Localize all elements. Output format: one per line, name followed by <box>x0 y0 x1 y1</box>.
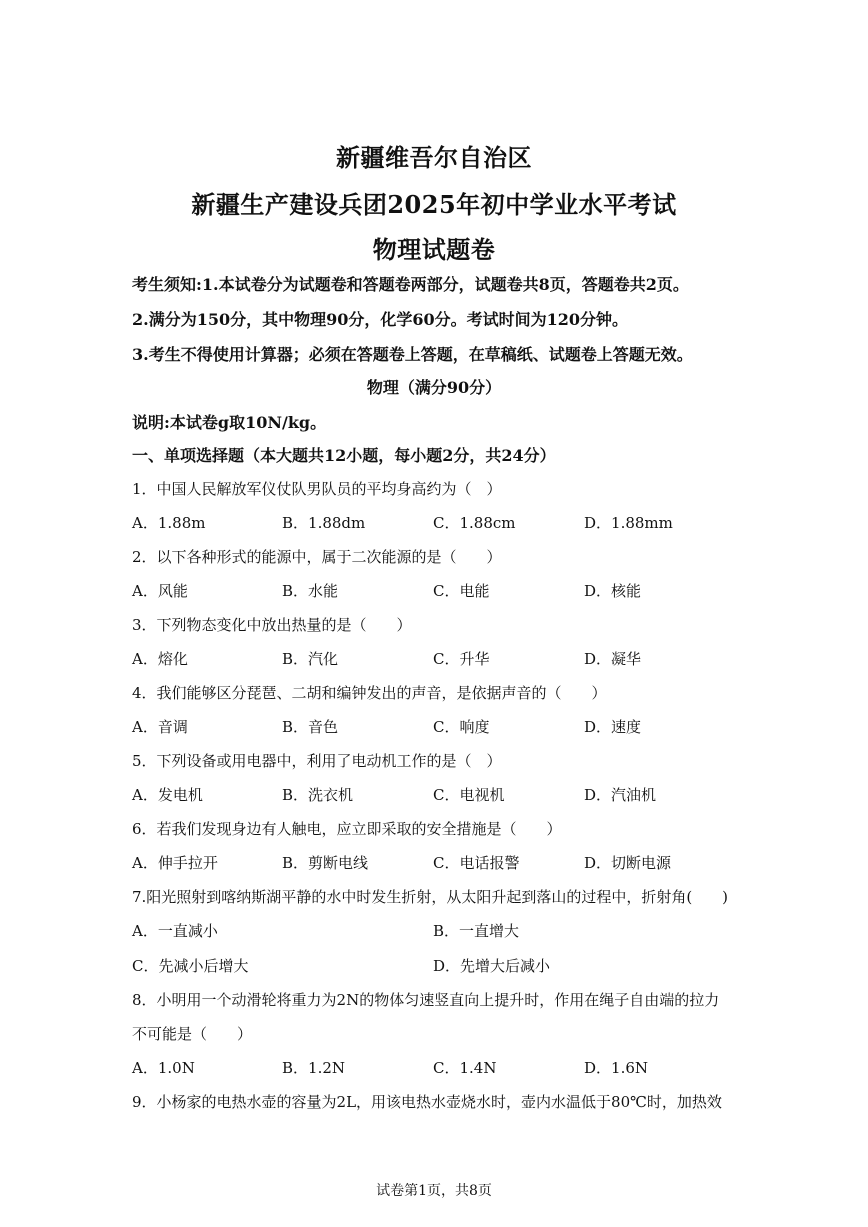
option-a: A．音调 <box>132 718 188 736</box>
option-d: D．核能 <box>584 582 642 600</box>
option-a: A．熔化 <box>132 650 188 668</box>
question-9-stem: 9．小杨家的电热水壶的容量为2L，用该电热水壶烧水时，壶内水温低于80℃时，加热效 <box>132 1093 722 1111</box>
option-d: D．汽油机 <box>584 786 657 804</box>
question-5-stem: 5．下列设备或用电器中，利用了电动机工作的是（ ） <box>132 752 502 770</box>
option-a: A．伸手拉开 <box>132 854 218 872</box>
option-d: D．切断电源 <box>584 854 672 872</box>
question-2-stem: 2．以下各种形式的能源中，属于二次能源的是（ ） <box>132 548 502 566</box>
option-c: C．1.4N <box>433 1059 497 1077</box>
question-8-options <box>132 1057 752 1079</box>
option-a: A．发电机 <box>132 786 203 804</box>
option-a: A．1.88m <box>132 514 206 532</box>
option-b: B．洗衣机 <box>282 786 354 804</box>
option-b: B．1.88dm <box>282 514 366 532</box>
question-7-options-row-1 <box>132 920 752 942</box>
option-b: B．剪断电线 <box>282 854 369 872</box>
option-a: A．1.0N <box>132 1059 195 1077</box>
notice-line-3: 3.考生不得使用计算器；必须在答题卷上答题，在草稿纸、试题卷上答题无效。 <box>132 345 693 364</box>
page-footer: 试卷第1页，共8页 <box>376 1183 492 1199</box>
option-b: B．1.2N <box>282 1059 346 1077</box>
option-c: C．电能 <box>433 582 490 600</box>
option-b: B．水能 <box>282 582 339 600</box>
question-3-options <box>132 648 752 670</box>
option-d: D．凝华 <box>584 650 642 668</box>
section-heading: 一、单项选择题（本大题共12小题，每小题2分，共24分） <box>132 446 556 465</box>
option-b: B．汽化 <box>282 650 339 668</box>
option-c: C．先减小后增大 <box>132 957 249 975</box>
question-4-stem: 4．我们能够区分琵琶、二胡和编钟发出的声音，是依据声音的（ ） <box>132 684 607 702</box>
question-1-stem: 1．中国人民解放军仪仗队男队员的平均身高约为（ ） <box>132 480 502 498</box>
option-a: A．风能 <box>132 582 188 600</box>
title-region: 新疆维吾尔自治区 <box>336 143 532 172</box>
option-c: C．电视机 <box>433 786 505 804</box>
option-c: C．1.88cm <box>433 514 516 532</box>
notice-line-2: 2.满分为150分，其中物理90分，化学60分。考试时间为120分钟。 <box>132 310 629 329</box>
title-subject-paper: 物理试题卷 <box>372 235 496 264</box>
title-exam: 新疆生产建设兵团2025年初中学业水平考试 <box>191 190 677 219</box>
option-c: C．响度 <box>433 718 490 736</box>
question-6-stem: 6．若我们发现身边有人触电，应立即采取的安全措施是（ ） <box>132 820 562 838</box>
question-2-options <box>132 580 752 602</box>
question-7-options-row-2 <box>132 955 752 977</box>
option-d: D．1.6N <box>584 1059 649 1077</box>
option-a: A．一直减小 <box>132 922 218 940</box>
question-4-options <box>132 716 752 738</box>
notice-line-1: 考生须知:1.本试卷分为试题卷和答题卷两部分，试题卷共8页，答题卷共2页。 <box>132 275 689 294</box>
question-5-options <box>132 784 752 806</box>
option-d: D．1.88mm <box>584 514 673 532</box>
option-b: B．一直增大 <box>433 922 520 940</box>
note-line: 说明:本试卷g取10N/kg。 <box>132 413 327 432</box>
option-c: C．升华 <box>433 650 490 668</box>
option-d: D．速度 <box>584 718 642 736</box>
question-6-options <box>132 852 752 874</box>
question-1-options <box>132 512 752 534</box>
option-b: B．音色 <box>282 718 339 736</box>
option-c: C．电话报警 <box>433 854 520 872</box>
subject-heading: 物理（满分90分） <box>366 378 502 397</box>
question-8-stem: 8．小明用一个动滑轮将重力为2N的物体匀速竖直向上提升时，作用在绳子自由端的拉力 <box>132 991 720 1009</box>
option-d: D．先增大后减小 <box>433 957 551 975</box>
question-7-stem: 7.阳光照射到喀纳斯湖平静的水中时发生折射，从太阳升起到落山的过程中，折射角( ) <box>132 888 729 906</box>
question-8-stem-continued: 不可能是（ ） <box>132 1025 253 1043</box>
question-3-stem: 3．下列物态变化中放出热量的是（ ） <box>132 616 412 634</box>
